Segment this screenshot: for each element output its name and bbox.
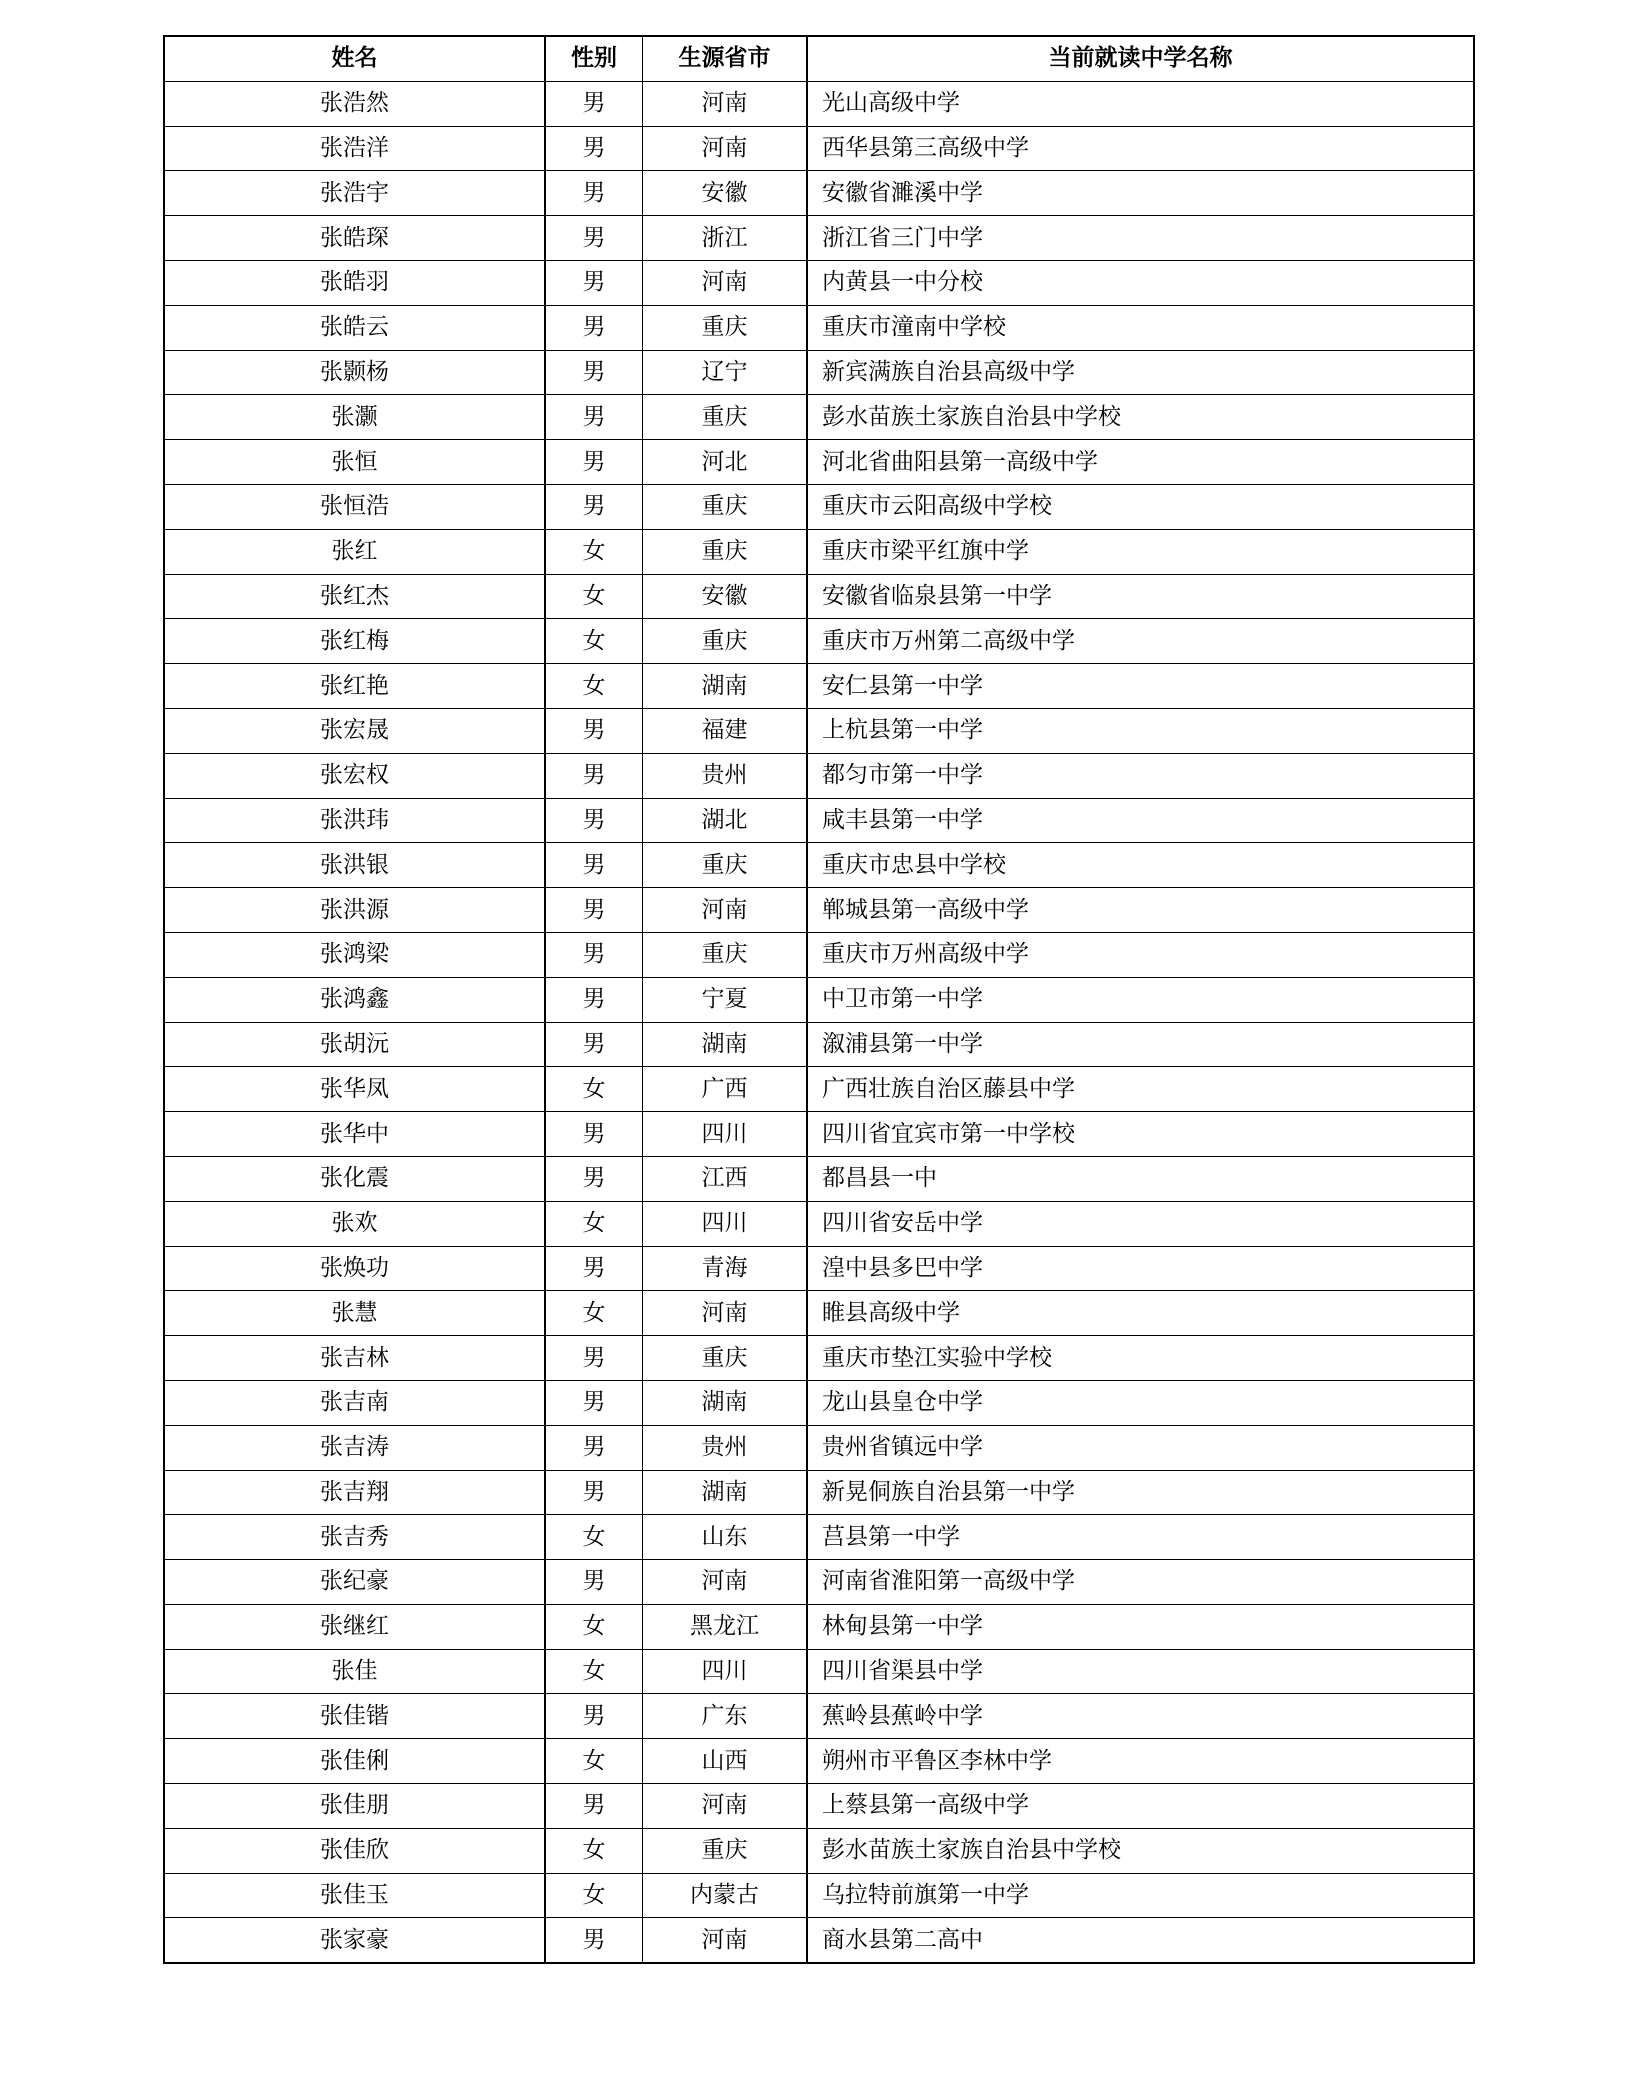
table-row [164,1828,1474,1873]
cell-name: 张鸿梁 [164,932,545,977]
cell-school: 贵州省镇远中学 [807,1425,1474,1470]
cell-gender: 男 [545,708,643,753]
cell-name: 张洪源 [164,888,545,933]
cell-province: 河北 [643,440,808,485]
cell-gender: 男 [545,305,643,350]
cell-gender: 男 [545,932,643,977]
table-row [164,977,1474,1022]
cell-gender: 女 [545,1515,643,1560]
cell-gender: 男 [545,1918,643,1963]
cell-province: 河南 [643,126,808,171]
cell-province: 山西 [643,1739,808,1784]
cell-gender: 男 [545,126,643,171]
cell-school: 四川省宜宾市第一中学校 [807,1112,1474,1157]
table-body [164,81,1474,1963]
cell-province: 湖南 [643,1022,808,1067]
cell-gender: 男 [545,440,643,485]
cell-province: 安徽 [643,574,808,619]
cell-province: 福建 [643,708,808,753]
cell-name: 张佳锴 [164,1694,545,1739]
cell-school: 安仁县第一中学 [807,664,1474,709]
cell-province: 重庆 [643,395,808,440]
cell-province: 重庆 [643,619,808,664]
cell-province: 重庆 [643,484,808,529]
cell-name: 张吉林 [164,1336,545,1381]
cell-province: 河南 [643,1918,808,1963]
table-row [164,1470,1474,1515]
cell-name: 张皓琛 [164,216,545,261]
table-row [164,395,1474,440]
cell-name: 张佳俐 [164,1739,545,1784]
cell-province: 安徽 [643,171,808,216]
cell-province: 重庆 [643,1828,808,1873]
header-name: 姓名 [164,36,545,81]
cell-name: 张恒 [164,440,545,485]
table-row [164,1201,1474,1246]
cell-name: 张灏 [164,395,545,440]
cell-school: 浙江省三门中学 [807,216,1474,261]
cell-gender: 男 [545,1425,643,1470]
cell-province: 重庆 [643,932,808,977]
table-row [164,305,1474,350]
cell-gender: 女 [545,1604,643,1649]
cell-province: 重庆 [643,1336,808,1381]
cell-province: 青海 [643,1246,808,1291]
cell-name: 张佳玉 [164,1873,545,1918]
cell-province: 江西 [643,1156,808,1201]
cell-gender: 男 [545,1560,643,1605]
table-row [164,1380,1474,1425]
table-row [164,932,1474,977]
student-table [163,35,1475,1964]
cell-gender: 男 [545,216,643,261]
cell-gender: 男 [545,1694,643,1739]
cell-province: 贵州 [643,753,808,798]
cell-school: 重庆市万州高级中学 [807,932,1474,977]
cell-school: 四川省渠县中学 [807,1649,1474,1694]
cell-school: 安徽省临泉县第一中学 [807,574,1474,619]
cell-name: 张皓羽 [164,260,545,305]
cell-name: 张家豪 [164,1918,545,1963]
cell-name: 张胡沅 [164,1022,545,1067]
cell-name: 张红艳 [164,664,545,709]
cell-name: 张浩洋 [164,126,545,171]
cell-name: 张浩然 [164,81,545,126]
cell-name: 张欢 [164,1201,545,1246]
cell-name: 张慧 [164,1291,545,1336]
table-row [164,484,1474,529]
cell-province: 广西 [643,1067,808,1112]
cell-school: 上杭县第一中学 [807,708,1474,753]
cell-school: 河南省淮阳第一高级中学 [807,1560,1474,1605]
cell-name: 张红杰 [164,574,545,619]
cell-province: 重庆 [643,529,808,574]
table-row [164,843,1474,888]
cell-province: 河南 [643,1560,808,1605]
cell-province: 河南 [643,81,808,126]
cell-gender: 男 [545,798,643,843]
cell-province: 四川 [643,1201,808,1246]
cell-gender: 女 [545,1828,643,1873]
table-row [164,260,1474,305]
cell-gender: 男 [545,843,643,888]
cell-school: 西华县第三高级中学 [807,126,1474,171]
cell-province: 贵州 [643,1425,808,1470]
cell-school: 上蔡县第一高级中学 [807,1784,1474,1829]
cell-province: 河南 [643,1291,808,1336]
table-row [164,126,1474,171]
cell-name: 张佳朋 [164,1784,545,1829]
cell-gender: 女 [545,1201,643,1246]
cell-school: 都匀市第一中学 [807,753,1474,798]
cell-gender: 男 [545,395,643,440]
table-row [164,664,1474,709]
cell-name: 张浩宇 [164,171,545,216]
table-row [164,440,1474,485]
cell-name: 张继红 [164,1604,545,1649]
table-row [164,798,1474,843]
cell-school: 溆浦县第一中学 [807,1022,1474,1067]
cell-school: 彭水苗族土家族自治县中学校 [807,395,1474,440]
cell-school: 重庆市垫江实验中学校 [807,1336,1474,1381]
cell-name: 张洪银 [164,843,545,888]
cell-name: 张鸿鑫 [164,977,545,1022]
cell-school: 莒县第一中学 [807,1515,1474,1560]
cell-gender: 男 [545,1022,643,1067]
cell-school: 龙山县皇仓中学 [807,1380,1474,1425]
table-row [164,1515,1474,1560]
cell-school: 都昌县一中 [807,1156,1474,1201]
header-gender: 性别 [545,36,643,81]
cell-school: 广西壮族自治区藤县中学 [807,1067,1474,1112]
cell-school: 中卫市第一中学 [807,977,1474,1022]
cell-school: 咸丰县第一中学 [807,798,1474,843]
cell-school: 重庆市忠县中学校 [807,843,1474,888]
cell-name: 张纪豪 [164,1560,545,1605]
table-row [164,753,1474,798]
cell-gender: 男 [545,1380,643,1425]
cell-province: 内蒙古 [643,1873,808,1918]
table-row [164,1560,1474,1605]
cell-school: 朔州市平鲁区李林中学 [807,1739,1474,1784]
cell-school: 重庆市潼南中学校 [807,305,1474,350]
cell-gender: 女 [545,1739,643,1784]
cell-name: 张华凤 [164,1067,545,1112]
table-row [164,1873,1474,1918]
header-province: 生源省市 [643,36,808,81]
cell-gender: 男 [545,350,643,395]
cell-school: 新宾满族自治县高级中学 [807,350,1474,395]
cell-gender: 女 [545,529,643,574]
table-row [164,1067,1474,1112]
cell-gender: 男 [545,81,643,126]
table-row [164,1649,1474,1694]
cell-province: 湖南 [643,1380,808,1425]
table-row [164,1246,1474,1291]
table-row [164,1784,1474,1829]
cell-school: 湟中县多巴中学 [807,1246,1474,1291]
cell-name: 张吉秀 [164,1515,545,1560]
cell-school: 重庆市梁平红旗中学 [807,529,1474,574]
cell-province: 四川 [643,1649,808,1694]
cell-province: 河南 [643,888,808,933]
table-row [164,529,1474,574]
cell-gender: 女 [545,1067,643,1112]
cell-school: 彭水苗族土家族自治县中学校 [807,1828,1474,1873]
cell-school: 商水县第二高中 [807,1918,1474,1963]
table-row [164,888,1474,933]
cell-gender: 男 [545,977,643,1022]
cell-gender: 男 [545,1336,643,1381]
cell-province: 浙江 [643,216,808,261]
cell-name: 张宏晟 [164,708,545,753]
table-row [164,1425,1474,1470]
cell-school: 新晃侗族自治县第一中学 [807,1470,1474,1515]
cell-school: 重庆市万州第二高级中学 [807,619,1474,664]
cell-gender: 男 [545,260,643,305]
cell-province: 宁夏 [643,977,808,1022]
cell-province: 四川 [643,1112,808,1157]
table-row [164,1112,1474,1157]
cell-school: 重庆市云阳高级中学校 [807,484,1474,529]
cell-province: 湖南 [643,664,808,709]
cell-name: 张焕功 [164,1246,545,1291]
cell-name: 张宏权 [164,753,545,798]
cell-gender: 男 [545,1784,643,1829]
cell-name: 张洪玮 [164,798,545,843]
cell-name: 张华中 [164,1112,545,1157]
table-header-row [164,36,1474,81]
cell-name: 张颢杨 [164,350,545,395]
table-row [164,1022,1474,1067]
table-row [164,1336,1474,1381]
table-row [164,1604,1474,1649]
cell-name: 张吉涛 [164,1425,545,1470]
table-row [164,350,1474,395]
cell-gender: 男 [545,753,643,798]
cell-province: 黑龙江 [643,1604,808,1649]
cell-school: 郸城县第一高级中学 [807,888,1474,933]
cell-name: 张佳欣 [164,1828,545,1873]
cell-gender: 女 [545,619,643,664]
table-row [164,1918,1474,1963]
cell-gender: 男 [545,171,643,216]
cell-province: 广东 [643,1694,808,1739]
cell-name: 张红梅 [164,619,545,664]
cell-province: 河南 [643,1784,808,1829]
cell-province: 湖南 [643,1470,808,1515]
cell-gender: 女 [545,1873,643,1918]
cell-school: 睢县高级中学 [807,1291,1474,1336]
table-row [164,171,1474,216]
cell-name: 张皓云 [164,305,545,350]
cell-province: 重庆 [643,843,808,888]
cell-province: 重庆 [643,305,808,350]
cell-school: 内黄县一中分校 [807,260,1474,305]
cell-name: 张红 [164,529,545,574]
cell-school: 安徽省濉溪中学 [807,171,1474,216]
cell-gender: 男 [545,888,643,933]
cell-gender: 男 [545,1470,643,1515]
table-row [164,81,1474,126]
cell-province: 湖北 [643,798,808,843]
cell-name: 张化震 [164,1156,545,1201]
table-row [164,1156,1474,1201]
table-row [164,1739,1474,1784]
table-row [164,216,1474,261]
cell-province: 河南 [643,260,808,305]
cell-name: 张佳 [164,1649,545,1694]
cell-school: 四川省安岳中学 [807,1201,1474,1246]
table-row [164,619,1474,664]
cell-province: 山东 [643,1515,808,1560]
cell-gender: 男 [545,1112,643,1157]
cell-gender: 男 [545,1246,643,1291]
cell-gender: 女 [545,1649,643,1694]
table-row [164,708,1474,753]
table-row [164,574,1474,619]
cell-province: 辽宁 [643,350,808,395]
cell-name: 张吉翔 [164,1470,545,1515]
table-row [164,1694,1474,1739]
cell-name: 张吉南 [164,1380,545,1425]
cell-school: 光山高级中学 [807,81,1474,126]
table-row [164,1291,1474,1336]
cell-gender: 女 [545,574,643,619]
cell-school: 乌拉特前旗第一中学 [807,1873,1474,1918]
cell-school: 河北省曲阳县第一高级中学 [807,440,1474,485]
cell-name: 张恒浩 [164,484,545,529]
cell-gender: 男 [545,1156,643,1201]
cell-gender: 女 [545,664,643,709]
cell-gender: 女 [545,1291,643,1336]
cell-school: 蕉岭县蕉岭中学 [807,1694,1474,1739]
header-school: 当前就读中学名称 [807,36,1474,81]
cell-school: 林甸县第一中学 [807,1604,1474,1649]
cell-gender: 男 [545,484,643,529]
